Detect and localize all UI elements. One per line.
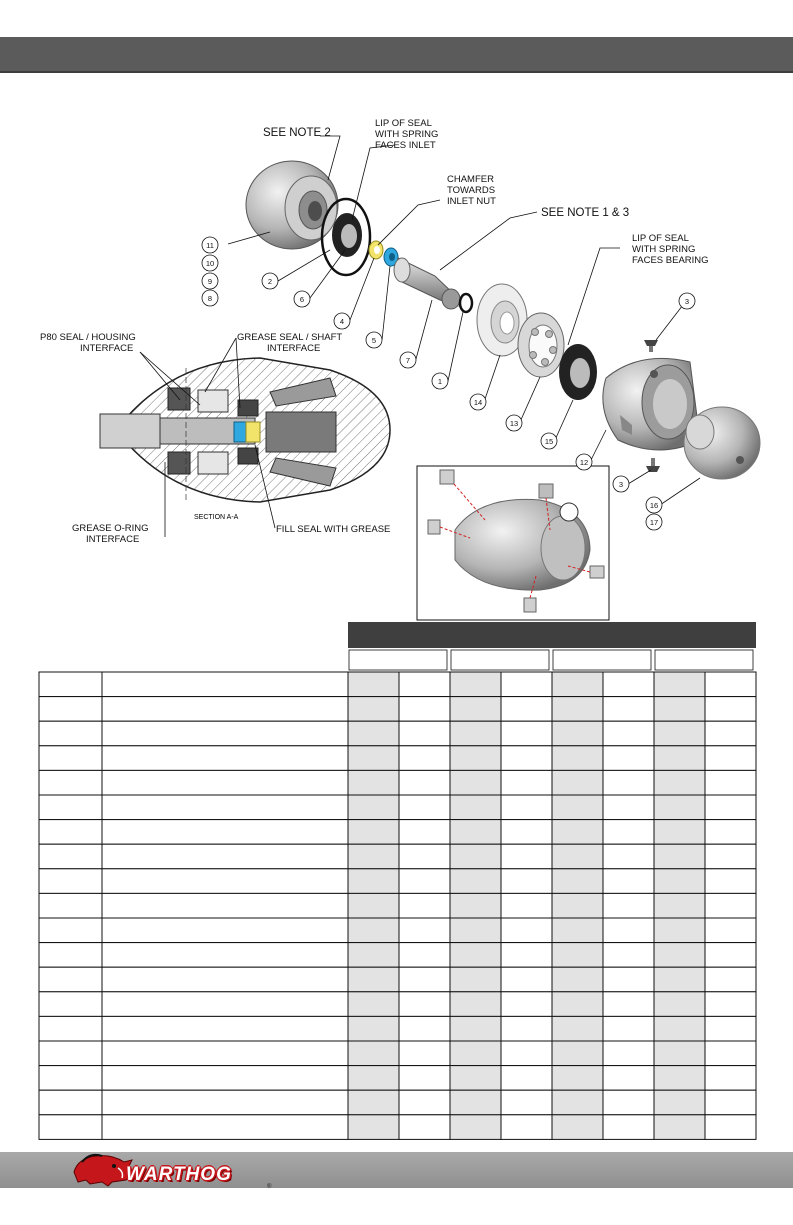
table-row	[39, 1115, 348, 1140]
table-cell	[399, 672, 450, 697]
table-row	[39, 697, 348, 722]
table-cell-shaded	[654, 844, 705, 869]
table-cell-shaded	[450, 697, 501, 722]
table-cell-shaded	[450, 1115, 501, 1140]
table-row	[39, 770, 348, 795]
table-cell	[705, 1041, 756, 1066]
table-cell-shaded	[552, 844, 603, 869]
table-cell-shaded	[552, 967, 603, 992]
table-cell-shaded	[654, 1041, 705, 1066]
table-cell-shaded	[552, 992, 603, 1017]
bubble-10: 10	[205, 259, 215, 268]
table-cell-shaded	[450, 721, 501, 746]
table-cell	[501, 697, 552, 722]
table-cell	[603, 672, 654, 697]
bearing-13	[518, 313, 564, 377]
table-cell	[603, 795, 654, 820]
washer-4	[369, 241, 383, 259]
table-cell-shaded	[348, 697, 399, 722]
table-cell	[705, 672, 756, 697]
bubble-2: 2	[267, 277, 273, 286]
table-cell	[501, 820, 552, 845]
table-cell	[705, 893, 756, 918]
detail-inset	[417, 466, 609, 620]
table-cell-shaded	[552, 672, 603, 697]
bubble-11: 11	[206, 241, 214, 250]
table-cell	[603, 770, 654, 795]
table-cell-shaded	[654, 746, 705, 771]
note-lip-seal-bearing-1: LIP OF SEAL	[632, 233, 689, 244]
table-cell	[501, 1090, 552, 1115]
table-cell	[603, 697, 654, 722]
table-cell-shaded	[654, 1115, 705, 1140]
table-cell-shaded	[450, 967, 501, 992]
table-cell-shaded	[552, 1115, 603, 1140]
table-cell-shaded	[552, 918, 603, 943]
table-cell-shaded	[348, 721, 399, 746]
table-cell-shaded	[450, 1066, 501, 1091]
table-cell	[501, 893, 552, 918]
note-lip-seal-bearing-2: WITH SPRING	[632, 244, 696, 255]
table-cell	[603, 1041, 654, 1066]
note-p80-seal-2: INTERFACE	[80, 343, 134, 354]
table-cell-shaded	[450, 770, 501, 795]
table-cell-shaded	[450, 1041, 501, 1066]
table-cell-shaded	[348, 1066, 399, 1091]
table-cell	[501, 1016, 552, 1041]
bubble-14: 14	[473, 398, 483, 407]
table-cell-shaded	[348, 992, 399, 1017]
table-cell	[705, 1090, 756, 1115]
table-cell-shaded	[552, 1016, 603, 1041]
table-cell	[705, 746, 756, 771]
table-row	[39, 721, 348, 746]
table-cell-shaded	[654, 672, 705, 697]
note-chamfer-2: TOWARDS	[447, 185, 496, 196]
note-lip-seal-inlet-1: LIP OF SEAL	[375, 118, 432, 129]
table-cell-shaded	[654, 869, 705, 894]
table-cell-shaded	[348, 869, 399, 894]
table-cell-shaded	[348, 1016, 399, 1041]
table-cell-shaded	[654, 795, 705, 820]
screw-3-top	[644, 340, 658, 352]
table-cell-shaded	[552, 893, 603, 918]
section-view	[100, 358, 390, 502]
bubble-9: 9	[207, 277, 213, 286]
table-cell-shaded	[450, 943, 501, 968]
table-cell	[501, 869, 552, 894]
note-grease-oring-2: INTERFACE	[86, 534, 140, 545]
bubble-4: 4	[339, 317, 345, 326]
table-cell-shaded	[450, 795, 501, 820]
table-cell	[501, 672, 552, 697]
table-cell	[399, 721, 450, 746]
table-row	[39, 1066, 348, 1091]
table-cell	[603, 869, 654, 894]
table-cell	[705, 820, 756, 845]
table-cell-shaded	[348, 672, 399, 697]
note-lip-seal-inlet-2: WITH SPRING	[375, 129, 439, 140]
table-row	[39, 820, 348, 845]
table-cell-shaded	[348, 770, 399, 795]
cap-16	[684, 407, 760, 479]
table-row	[39, 1016, 348, 1041]
table-cell-shaded	[348, 1041, 399, 1066]
table-cell-shaded	[450, 1090, 501, 1115]
table-cell	[705, 992, 756, 1017]
table-cell-shaded	[552, 869, 603, 894]
table-cell-shaded	[654, 820, 705, 845]
table-cell-shaded	[654, 770, 705, 795]
table-cell	[399, 1066, 450, 1091]
table-cell	[501, 844, 552, 869]
note-chamfer-3: INLET NUT	[447, 196, 496, 207]
table-cell-shaded	[348, 943, 399, 968]
table-cell	[603, 893, 654, 918]
bubble-15: 15	[544, 437, 554, 446]
table-row	[39, 967, 348, 992]
table-cell-shaded	[450, 820, 501, 845]
table-cell	[603, 1090, 654, 1115]
table-cell	[705, 967, 756, 992]
seal-6	[332, 213, 362, 257]
table-cell-shaded	[654, 992, 705, 1017]
table-cell	[603, 1016, 654, 1041]
table-cell	[603, 992, 654, 1017]
table-group-header	[348, 622, 756, 648]
table-cell-shaded	[450, 992, 501, 1017]
parts-table	[38, 622, 758, 1144]
table-cell	[399, 770, 450, 795]
table-cell	[705, 1115, 756, 1140]
table-cell	[501, 1066, 552, 1091]
table-row	[39, 672, 348, 697]
table-cell	[705, 1066, 756, 1091]
table-cell-shaded	[450, 746, 501, 771]
table-cell	[399, 746, 450, 771]
table-cell	[501, 967, 552, 992]
table-cell-shaded	[552, 697, 603, 722]
table-cell-shaded	[552, 721, 603, 746]
table-cell	[399, 918, 450, 943]
table-cell	[603, 967, 654, 992]
table-cell	[399, 1016, 450, 1041]
bubble-3-bottom: 3	[618, 480, 624, 489]
table-cell-shaded	[450, 869, 501, 894]
table-row	[39, 943, 348, 968]
table-cell	[399, 943, 450, 968]
table-cell	[399, 869, 450, 894]
table-cell-shaded	[552, 943, 603, 968]
table-cell-shaded	[450, 672, 501, 697]
table-cell	[399, 844, 450, 869]
table-cell-shaded	[654, 967, 705, 992]
table-cell-shaded	[348, 893, 399, 918]
table-cell-shaded	[348, 795, 399, 820]
bubble-5: 5	[371, 336, 377, 345]
table-row	[39, 795, 348, 820]
table-cell-shaded	[654, 1090, 705, 1115]
section-label: SECTION A-A	[194, 514, 239, 521]
table-cell	[399, 820, 450, 845]
table-group-subheader	[349, 650, 447, 670]
bubble-3-top: 3	[684, 297, 690, 306]
table-cell-shaded	[348, 844, 399, 869]
bubble-8: 8	[207, 294, 213, 303]
table-cell	[501, 746, 552, 771]
table-row	[39, 869, 348, 894]
note-see-note-1-3: SEE NOTE 1 & 3	[541, 207, 630, 219]
table-cell	[603, 1115, 654, 1140]
note-grease-oring-1: GREASE O-RING	[72, 523, 149, 534]
table-cell-shaded	[552, 795, 603, 820]
table-group-subheader	[655, 650, 753, 670]
o-ring-1	[460, 294, 472, 312]
table-cell-shaded	[654, 918, 705, 943]
table-cell	[705, 1016, 756, 1041]
table-cell	[501, 943, 552, 968]
note-see-note-2: SEE NOTE 2	[263, 127, 331, 139]
bubble-12: 12	[579, 458, 589, 467]
table-row	[39, 918, 348, 943]
table-cell	[399, 1115, 450, 1140]
table-group-subheader	[451, 650, 549, 670]
table-cell-shaded	[654, 893, 705, 918]
table-row	[39, 1041, 348, 1066]
table-cell-shaded	[348, 746, 399, 771]
table-cell	[399, 893, 450, 918]
shaft-7	[394, 258, 460, 309]
table-cell	[501, 1115, 552, 1140]
table-cell-shaded	[348, 1090, 399, 1115]
table-cell	[399, 992, 450, 1017]
table-cell	[399, 795, 450, 820]
table-row	[39, 746, 348, 771]
note-grease-seal-2: INTERFACE	[267, 343, 321, 354]
note-p80-seal-1: P80 SEAL / HOUSING	[40, 332, 136, 343]
inlet-nut	[246, 161, 338, 249]
bubble-6: 6	[299, 295, 305, 304]
table-row	[39, 844, 348, 869]
table-cell	[501, 918, 552, 943]
table-cell	[399, 1090, 450, 1115]
table-cell	[705, 943, 756, 968]
table-cell-shaded	[654, 1016, 705, 1041]
table-cell-shaded	[450, 844, 501, 869]
bubble-17: 17	[649, 518, 659, 527]
table-cell	[705, 770, 756, 795]
table-cell	[501, 992, 552, 1017]
note-lip-seal-bearing-3: FACES BEARING	[632, 255, 709, 266]
table-cell	[603, 943, 654, 968]
screw-3-bottom	[646, 458, 660, 472]
table-cell-shaded	[654, 943, 705, 968]
note-lip-seal-inlet-3: FACES INLET	[375, 140, 436, 151]
table-cell-shaded	[552, 820, 603, 845]
note-grease-seal-1: GREASE SEAL / SHAFT	[237, 332, 343, 343]
note-chamfer-1: CHAMFER	[447, 174, 494, 185]
table-cell	[501, 770, 552, 795]
table-cell	[705, 918, 756, 943]
table-cell-shaded	[552, 1090, 603, 1115]
table-cell	[603, 1066, 654, 1091]
table-cell-shaded	[450, 893, 501, 918]
table-cell	[705, 844, 756, 869]
table-row	[39, 1090, 348, 1115]
table-cell-shaded	[348, 1115, 399, 1140]
table-cell-shaded	[552, 746, 603, 771]
note-fill-seal: FILL SEAL WITH GREASE	[276, 524, 391, 535]
brand-logo-text: WARTHOG	[126, 1164, 232, 1185]
table-cell	[501, 721, 552, 746]
table-cell-shaded	[348, 967, 399, 992]
seal-15	[559, 344, 597, 400]
table-row	[39, 992, 348, 1017]
brand-registered-mark: ®	[267, 1184, 272, 1190]
table-cell-shaded	[654, 721, 705, 746]
table-row	[39, 893, 348, 918]
table-cell-shaded	[552, 1066, 603, 1091]
table-cell-shaded	[654, 697, 705, 722]
table-cell	[501, 1041, 552, 1066]
table-cell	[501, 795, 552, 820]
table-cell-shaded	[450, 1016, 501, 1041]
table-group-subheader	[553, 650, 651, 670]
table-cell	[705, 721, 756, 746]
table-cell	[603, 918, 654, 943]
table-cell-shaded	[654, 1066, 705, 1091]
table-cell-shaded	[552, 770, 603, 795]
table-cell	[399, 1041, 450, 1066]
table-cell	[399, 967, 450, 992]
bubble-1: 1	[437, 377, 443, 386]
table-cell	[603, 721, 654, 746]
bubble-7: 7	[405, 356, 411, 365]
table-cell-shaded	[348, 820, 399, 845]
table-cell	[705, 869, 756, 894]
table-cell	[603, 746, 654, 771]
table-cell-shaded	[552, 1041, 603, 1066]
table-cell	[399, 697, 450, 722]
table-cell	[705, 795, 756, 820]
table-cell	[603, 820, 654, 845]
bubble-16: 16	[649, 501, 659, 510]
table-cell	[705, 697, 756, 722]
table-cell-shaded	[348, 918, 399, 943]
bubble-13: 13	[509, 419, 519, 428]
table-cell	[603, 844, 654, 869]
table-cell-shaded	[450, 918, 501, 943]
